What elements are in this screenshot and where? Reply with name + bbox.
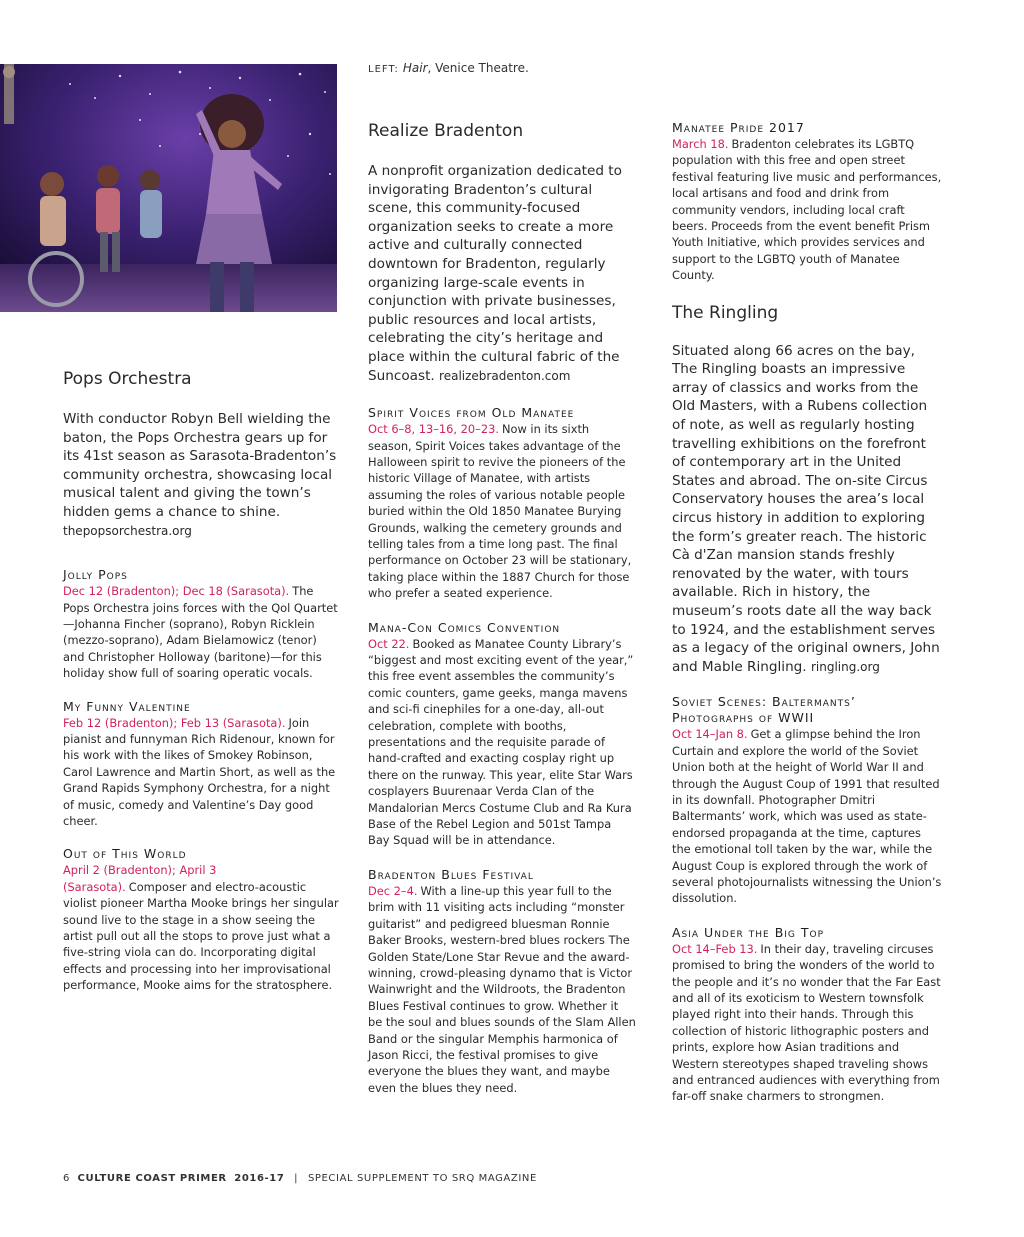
realize-url[interactable]: realizebradenton.com [439, 368, 571, 383]
event-body: Oct 6–8, 13–16, 20–23. Now in its sixth season, Spirit Voices takes advantage of the Halloween spirit to revive the pioneers of the historic Village of Manatee, with artists assuming the roles of various notable people buried within the Old 1850 Manatee Burying Grounds, walking the cemetery grounds and telling tales from a time long past. The final performance on October 23 will be stationary, taking place within the 1887 Church for those who prefer a seated experience. [368, 422, 632, 601]
ringling-intro: Situated along 66 acres on the bay, The Ringling boasts an impressive array of classics and works from the Old Masters, with a Rubens collection of note, as well as regularly hosting travelling exhibitions on the forefront of contemporary art in the United States and abroad. The on-site Circus Conservatory houses the area’s local circus history in addition to exploring the form’s greater reach. The historic Cà d'Zan mansion stands freshly renovated by the water, with tours available. Rich in history, the museum’s roots date all the way back to 1924, and the establishment serves as a legacy of the original owners, John and Mable Ringling. ringling.org [672, 342, 940, 675]
event-body: Oct 14–Feb 13. In their day, traveling circuses promised to bring the wonders of the world to the people and it’s no wonder that the Far East and all of its exoticism to Western townsfolk played right into their hands. Through this collection of historic lithographic posters and prints, explore how Asian traditions and Western stereotypes shaped traveling shows and entranced audiences with everything from far-off snake charmers to strongmen. [672, 941, 941, 1104]
ringling-column [672, 120, 942, 1105]
event-title: Out of This World [63, 846, 187, 862]
event-title: Bradenton Blues Festival [368, 866, 534, 882]
photo-caption [368, 61, 529, 75]
realize-intro: A nonprofit organization dedicated to invigorating Bradenton’s cultural scene, this community-focused organization seeks to create a more active and culturally connected downtown for Bradenton, regularly organizing large-scale events in conjunction with private businesses, public resources and local artists, celebrating the city’s heritage and place within the cultural fabric of the Suncoast. realizebradenton.com [368, 163, 622, 384]
event-title: Soviet Scenes: Baltermants’ Photographs of WWII [672, 694, 856, 726]
event-title: Manatee Pride 2017 [672, 120, 805, 135]
publication-name: CULTURE COAST PRIMER [77, 1173, 227, 1184]
event-title: Mana-Con Comics Convention [368, 619, 561, 635]
event-body: March 18. Bradenton celebrates its LGBTQ population with this free and open street festival featuring live music and performances, local artisans and food and drink from community vendors, including local craft beers. Proceeds from the event benefit Prism Youth Initiative, which provides services and support to the LGBTQ youth of Manatee County. [672, 137, 942, 283]
event-title: Jolly Pops [63, 567, 128, 583]
pops-orchestra-column [63, 368, 341, 994]
event-date: Feb 12 (Bradenton); Feb 13 (Sarasota). [63, 715, 286, 730]
caption-title: Hair [402, 61, 428, 75]
ringling-url[interactable]: ringling.org [810, 659, 880, 674]
event-title: Asia Under the Big Top [672, 924, 825, 940]
publication-year: 2016-17 [234, 1173, 285, 1184]
pops-url[interactable]: thepopsorchestra.org [63, 523, 192, 538]
pops-heading: Pops Orchestra [63, 369, 192, 389]
event-body: Oct 22. Booked as Manatee County Library’s “biggest and most exciting event of the year,” this free event assembles the community’s comic counters, game geeks, manga mavens and sci-fi cinephiles for a one-day, all-out celebration, complete with booths, presentations and the requisite parade of hand-crafted and exacting cosplay right up there on the runway. This year, elite Star Wars cosplayers Buurenaar Verda Clan of the Mandalorian Mercs Costume Club and Ra Kura Base of the Rebel Legion and 501st Tampa Bay Squad will be in attendance. [368, 636, 634, 848]
hair-theatre-photo [0, 64, 337, 312]
caption-label: LEFT: [368, 64, 399, 75]
event-title: My Funny Valentine [63, 698, 191, 714]
pops-intro: With conductor Robyn Bell wielding the baton, the Pops Orchestra gears up for its 41st season as Sarasota-Bradenton’s community orchestra, showcasing local musical talent and giving the town’s hidden gems a chance to shine. thepopsorchestra.org [63, 411, 337, 538]
realize-bradenton-column [368, 120, 636, 1096]
event-date: Dec 2–4. [368, 883, 418, 898]
event-body: April 2 (Bradenton); April 3 (Sarasota). Composer and electro-acoustic violist pioneer Martha Mooke brings her singular sound live to the stage in a show seeing the artist pull out all the stops to prove just what a five-string viola can do. Incorporating digital effects and processing into her improvisational performance, Mooke aims for the stratosphere. [63, 863, 339, 993]
realize-heading: Realize Bradenton [368, 121, 524, 141]
event-date: April 2 (Bradenton); April 3 (Sarasota). [63, 863, 217, 894]
event-date: Oct 6–8, 13–16, 20–23. [368, 422, 499, 437]
page-footer [63, 1173, 537, 1184]
event-body: Dec 2–4. With a line-up this year full to the brim with 11 visiting acts including “monster guitarist” and pedigreed bluesman Ronnie Baker Brooks, western-bred blues rockers The Golden State/Lone Star Revue and the award-winning, crowd-pleasing dynamo that is Victor Wainwright and the Wildroots, the Bradenton Blues Festival continues to grow. Whether it be the soul and blues sounds of the Slam Allen Band or the singular Memphis harmonica of Jason Ricci, the festival promises to give everyone the blues they want, and maybe even the blues they need. [368, 883, 636, 1095]
footer-separator: | [294, 1173, 299, 1184]
event-date: Oct 22. [368, 636, 410, 651]
event-body: Feb 12 (Bradenton); Feb 13 (Sarasota). Join pianist and funnyman Rich Ridenour, known for his work with the likes of Smokey Robinson, Carol Lawrence and Martin Short, as well as the Grand Rapids Symphony Orchestra, for a night of music, comedy and Valentine’s Day good cheer. [63, 715, 336, 829]
event-body: Dec 12 (Bradenton); Dec 18 (Sarasota). The Pops Orchestra joins forces with the Qol Quartet—Johanna Fincher (soprano), Robyn Ricklein (mezzo-soprano), Adam Bielamowicz (tenor) and Christopher Holloway (baritone)—for this holiday show full of soaring operatic vocals. [63, 584, 338, 681]
event-date: Dec 12 (Bradenton); Dec 18 (Sarasota). [63, 584, 290, 599]
event-date: March 18. [672, 137, 729, 151]
caption-text: , Venice Theatre. [427, 61, 529, 75]
page-number: 6 [63, 1173, 70, 1184]
supplement-text: SPECIAL SUPPLEMENT TO SRQ MAGAZINE [307, 1173, 537, 1184]
event-body: Oct 14–Jan 8. Get a glimpse behind the Iron Curtain and explore the world of the Soviet Union both at the height of World War II and through the August Coup of 1991 that resulted in its downfall. Photographer Dmitri Baltermants’ work, which was used as state-endorsed propaganda at the time, captures the emotional toll taken by the war, while the August Coup is explored through the work of several photojournalists witnessing the Union’s dissolution. [672, 727, 942, 906]
event-date: Oct 14–Feb 13. [672, 941, 758, 956]
event-date: Oct 14–Jan 8. [672, 727, 748, 742]
event-title: Spirit Voices from Old Manatee [368, 405, 575, 421]
ringling-heading: The Ringling [672, 302, 779, 323]
